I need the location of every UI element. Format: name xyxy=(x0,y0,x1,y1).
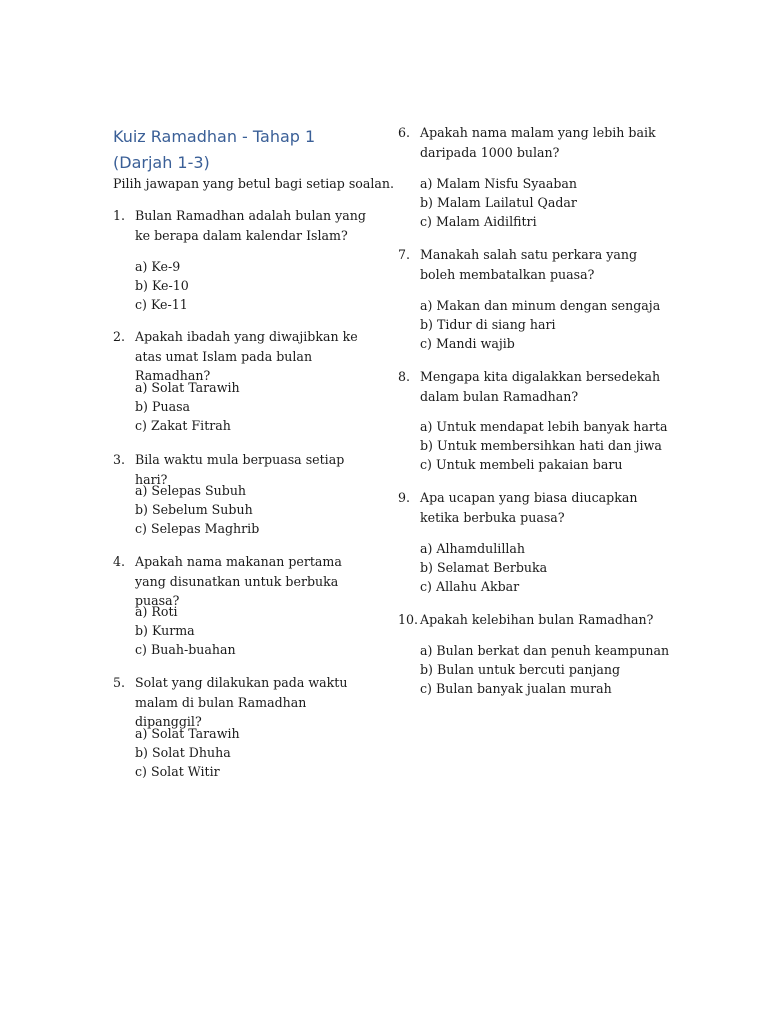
option-c: c) Malam Aidilfitri xyxy=(420,214,537,230)
option-b: b) Untuk membersihkan hati dan jiwa xyxy=(420,438,662,454)
options-2 xyxy=(135,378,240,436)
option-a: a) Solat Tarawih xyxy=(135,380,240,395)
question-text: Apakah nama makanan pertama yang disunatkan untuk berbuka puasa? xyxy=(135,554,342,608)
question-text: Apakah kelebihan bulan Ramadhan? xyxy=(420,612,654,627)
option-b: b) Puasa xyxy=(135,399,191,415)
options-5 xyxy=(135,724,240,782)
option-b: b) Malam Lailatul Qadar xyxy=(420,195,577,211)
quiz-title: Kuiz Ramadhan - Tahap 1 (Darjah 1-3) xyxy=(113,127,316,172)
question-number: 8. xyxy=(398,369,411,384)
option-b: b) Solat Dhuha xyxy=(135,745,231,761)
question-5 xyxy=(113,673,375,732)
option-c: c) Ke-11 xyxy=(135,297,188,313)
question-7 xyxy=(398,245,666,284)
option-c: c) Solat Witir xyxy=(135,764,220,780)
option-c: c) Untuk membeli pakaian baru xyxy=(420,457,623,473)
option-c: c) Buah-buahan xyxy=(135,642,236,658)
question-text: Apakah nama malam yang lebih baik daripada 1000 bulan? xyxy=(420,125,656,160)
options-9 xyxy=(420,539,547,597)
options-8 xyxy=(420,417,668,475)
option-a: a) Solat Tarawih xyxy=(135,726,240,741)
question-number: 1. xyxy=(113,208,126,223)
option-c: c) Selepas Maghrib xyxy=(135,521,260,537)
question-text: Apa ucapan yang biasa diucapkan ketika berbuka puasa? xyxy=(420,490,638,525)
option-b: b) Bulan untuk bercuti panjang xyxy=(420,662,621,678)
option-c: c) Bulan banyak jualan murah xyxy=(420,681,612,697)
options-7 xyxy=(420,296,660,354)
options-10 xyxy=(420,641,669,699)
option-b: b) Tidur di siang hari xyxy=(420,317,556,333)
option-a: a) Bulan berkat dan penuh keampunan xyxy=(420,643,670,658)
option-a: a) Alhamdulillah xyxy=(420,541,526,556)
question-number: 3. xyxy=(113,452,126,467)
quiz-instruction: Pilih jawapan yang betul bagi setiap soalan. xyxy=(113,176,395,191)
option-a: a) Makan dan minum dengan sengaja xyxy=(420,298,661,313)
question-text: Mengapa kita digalakkan bersedekah dalam bulan Ramadhan? xyxy=(420,369,661,404)
question-text: Bila waktu mula berpuasa setiap hari? xyxy=(135,452,345,487)
option-a: a) Malam Nisfu Syaaban xyxy=(420,176,578,191)
option-a: a) Untuk mendapat lebih banyak harta xyxy=(420,419,668,434)
options-4 xyxy=(135,602,236,660)
question-1 xyxy=(113,206,375,245)
question-text: Bulan Ramadhan adalah bulan yang ke berapa dalam kalendar Islam? xyxy=(135,208,366,243)
question-text: Manakah salah satu perkara yang boleh membatalkan puasa? xyxy=(420,247,638,282)
option-b: b) Selamat Berbuka xyxy=(420,560,548,576)
option-a: a) Ke-9 xyxy=(135,259,181,274)
question-text: Solat yang dilakukan pada waktu malam di bulan Ramadhan dipanggil? xyxy=(135,675,348,729)
question-10 xyxy=(398,610,666,630)
option-b: b) Sebelum Subuh xyxy=(135,502,253,518)
question-8 xyxy=(398,367,666,406)
question-6 xyxy=(398,123,666,162)
question-number: 5. xyxy=(113,675,126,690)
option-b: b) Ke-10 xyxy=(135,278,189,294)
options-3 xyxy=(135,481,259,539)
question-number: 9. xyxy=(398,490,411,505)
question-number: 10. xyxy=(398,612,419,627)
option-b: b) Kurma xyxy=(135,623,195,639)
option-a: a) Selepas Subuh xyxy=(135,483,247,498)
question-number: 4. xyxy=(113,554,126,569)
question-number: 2. xyxy=(113,329,126,344)
question-9 xyxy=(398,488,666,527)
question-2 xyxy=(113,327,375,386)
option-c: c) Allahu Akbar xyxy=(420,579,520,595)
option-a: a) Roti xyxy=(135,604,178,619)
option-c: c) Zakat Fitrah xyxy=(135,418,231,434)
question-number: 7. xyxy=(398,247,411,262)
options-6 xyxy=(420,174,577,232)
question-number: 6. xyxy=(398,125,411,140)
options-1 xyxy=(135,257,189,315)
option-c: c) Mandi wajib xyxy=(420,336,515,352)
question-text: Apakah ibadah yang diwajibkan ke atas umat Islam pada bulan Ramadhan? xyxy=(135,329,358,383)
